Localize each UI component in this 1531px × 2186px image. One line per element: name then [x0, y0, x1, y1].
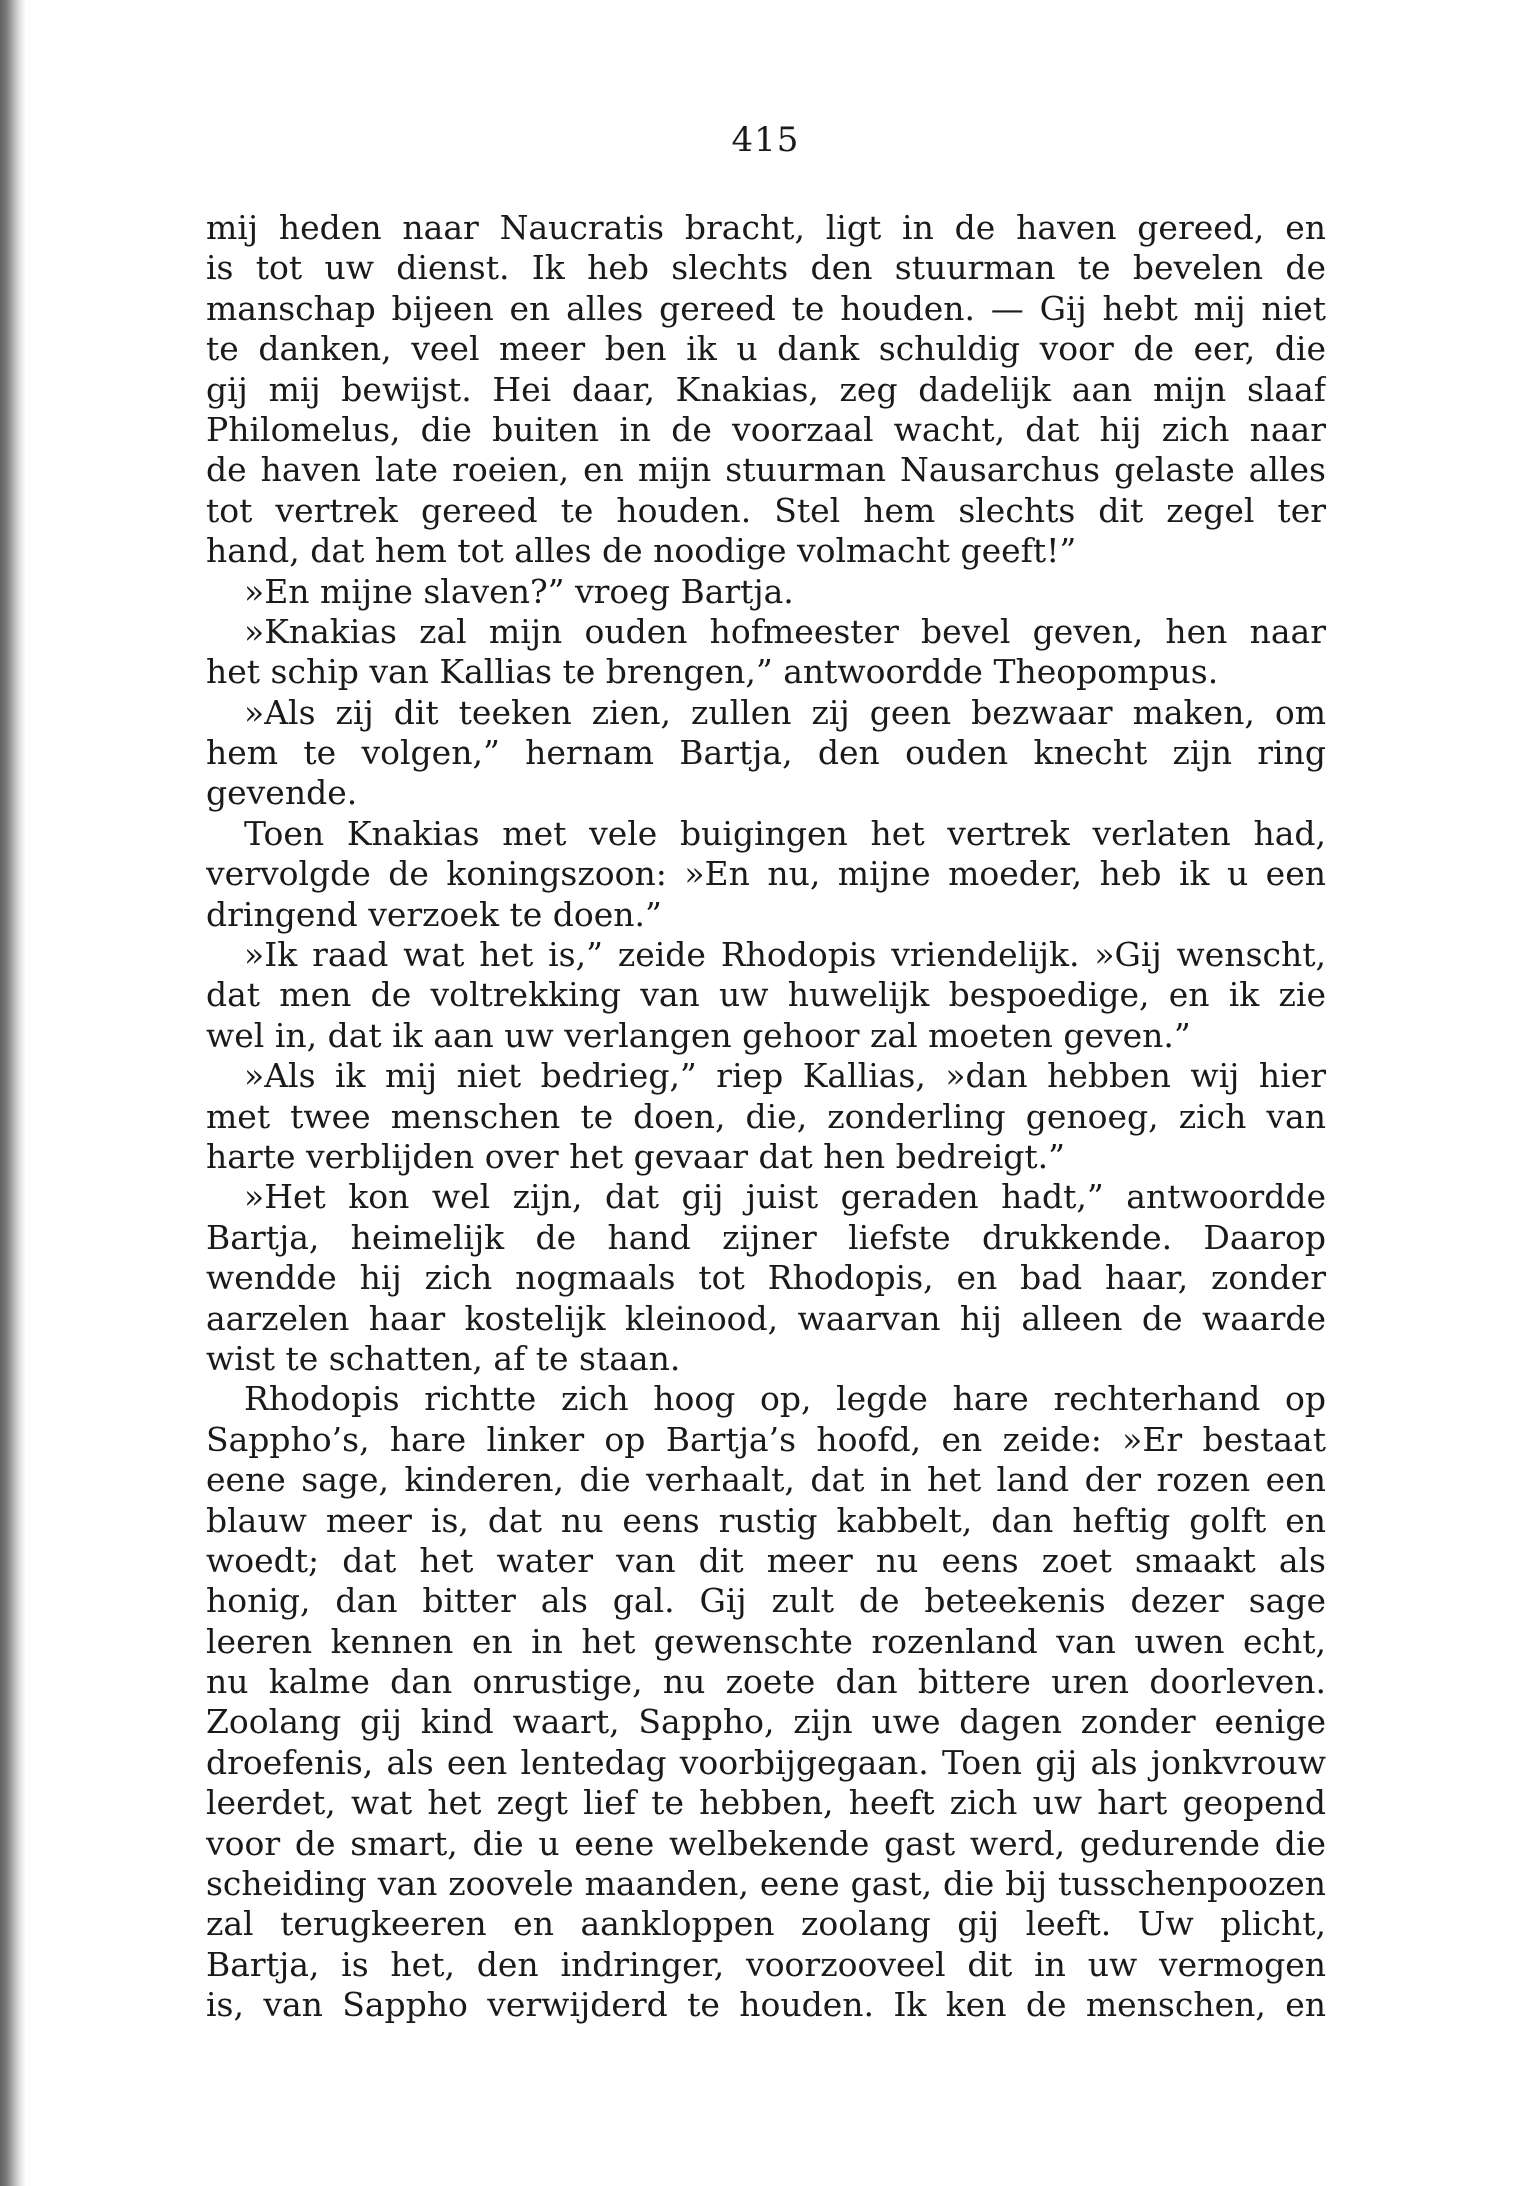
text-line: »Knakias zal mijn ouden hofmeester bevel geven, hen naar [244, 611, 1326, 651]
text-line: Sappho’s, hare linker op Bartja’s hoofd, en zeide: »Er bestaat [206, 1419, 1326, 1459]
text-line: tot vertrek gereed te houden. Stel hem slechts dit zegel ter [206, 490, 1326, 530]
text-line: »Het kon wel zijn, dat gij juist geraden hadt,” antwoordde [244, 1177, 1326, 1217]
text-line: Zoolang gij kind waart, Sappho, zijn uwe dagen zonder eenige [206, 1702, 1326, 1742]
text-line: leerdet, wat het zegt lief te hebben, heeft zich uw hart geopend [206, 1783, 1326, 1823]
text-line: met twee menschen te doen, die, zonderling genoeg, zich van [206, 1096, 1326, 1136]
text-line: droefenis, als een lentedag voorbijgegaan. Toen gij als jonkvrouw [206, 1742, 1326, 1782]
text-line: leeren kennen en in het gewenschte rozenland van uwen echt, [206, 1621, 1326, 1661]
page-number: 415 [731, 120, 800, 160]
text-line: hem te volgen,” hernam Bartja, den ouden knecht zijn ring [206, 733, 1326, 773]
text-line: wendde hij zich nogmaals tot Rhodopis, en bad haar, zonder [206, 1258, 1326, 1298]
text-line: zal terugkeeren en aankloppen zoolang gij leeft. Uw plicht, [206, 1904, 1326, 1944]
text-line: aarzelen haar kostelijk kleinood, waarvan hij alleen de waarde [206, 1298, 1326, 1338]
text-line: de haven late roeien, en mijn stuurman Nausarchus gelaste alles [206, 450, 1326, 490]
text-line: is tot uw dienst. Ik heb slechts den stuurman te bevelen de [206, 248, 1326, 288]
text-line: vervolgde de koningszoon: »En nu, mijne moeder, heb ik u een [206, 854, 1326, 894]
text-line: blauw meer is, dat nu eens rustig kabbelt, dan heftig golft en [206, 1500, 1326, 1540]
text-line: Rhodopis richtte zich hoog op, legde hare rechterhand op [244, 1379, 1326, 1419]
page-body-text [206, 208, 1326, 2026]
text-line: Bartja, is het, den indringer, voorzooveel dit in uw vermogen [206, 1944, 1326, 1984]
text-line: »En mijne slaven?” vroeg Bartja. [244, 571, 794, 611]
text-line: eene sage, kinderen, die verhaalt, dat in het land der rozen een [206, 1460, 1326, 1500]
text-line: manschap bijeen en alles gereed te houden. — Gij hebt mij niet [206, 288, 1326, 328]
page-binding-edge [0, 0, 26, 2186]
text-line: gij mij bewijst. Hei daar, Knakias, zeg dadelijk aan mijn slaaf [206, 369, 1326, 409]
text-line: harte verblijden over het gevaar dat hen bedreigt.” [206, 1136, 1065, 1176]
text-line: nu kalme dan onrustige, nu zoete dan bittere uren doorleven. [206, 1662, 1326, 1702]
text-line: wel in, dat ik aan uw verlangen gehoor zal moeten geven.” [206, 1015, 1191, 1055]
text-line: hand, dat hem tot alles de noodige volmacht geeft!” [206, 531, 1077, 571]
text-line: is, van Sappho verwijderd te houden. Ik ken de menschen, en [206, 1985, 1326, 2025]
text-line: het schip van Kallias te brengen,” antwoordde Theopompus. [206, 652, 1219, 692]
text-line: dringend verzoek te doen.” [206, 894, 662, 934]
text-line: wist te schatten, af te staan. [206, 1338, 681, 1378]
text-line: honig, dan bitter als gal. Gij zult de beteekenis dezer sage [206, 1581, 1326, 1621]
text-line: mij heden naar Naucratis bracht, ligt in de haven gereed, en [206, 208, 1326, 247]
text-line: Philomelus, die buiten in de voorzaal wacht, dat hij zich naar [206, 409, 1326, 449]
text-line: voor de smart, die u eene welbekende gast werd, gedurende die [206, 1823, 1326, 1863]
text-line: scheiding van zoovele maanden, eene gast, die bij tusschenpoozen [206, 1864, 1326, 1904]
text-line: »Ik raad wat het is,” zeide Rhodopis vriendelijk. »Gij wenscht, [244, 935, 1326, 975]
text-line: Toen Knakias met vele buigingen het vertrek verlaten had, [244, 813, 1326, 853]
text-line: woedt; dat het water van dit meer nu eens zoet smaakt als [206, 1540, 1326, 1580]
text-line: Bartja, heimelijk de hand zijner liefste drukkende. Daarop [206, 1217, 1326, 1257]
text-line: »Als zij dit teeken zien, zullen zij geen bezwaar maken, om [244, 692, 1326, 732]
text-line: dat men de voltrekking van uw huwelijk bespoedige, en ik zie [206, 975, 1326, 1015]
text-line: te danken, veel meer ben ik u dank schuldig voor de eer, die [206, 329, 1326, 369]
text-line: gevende. [206, 773, 358, 813]
text-line: »Als ik mij niet bedrieg,” riep Kallias, »dan hebben wij hier [244, 1056, 1326, 1096]
